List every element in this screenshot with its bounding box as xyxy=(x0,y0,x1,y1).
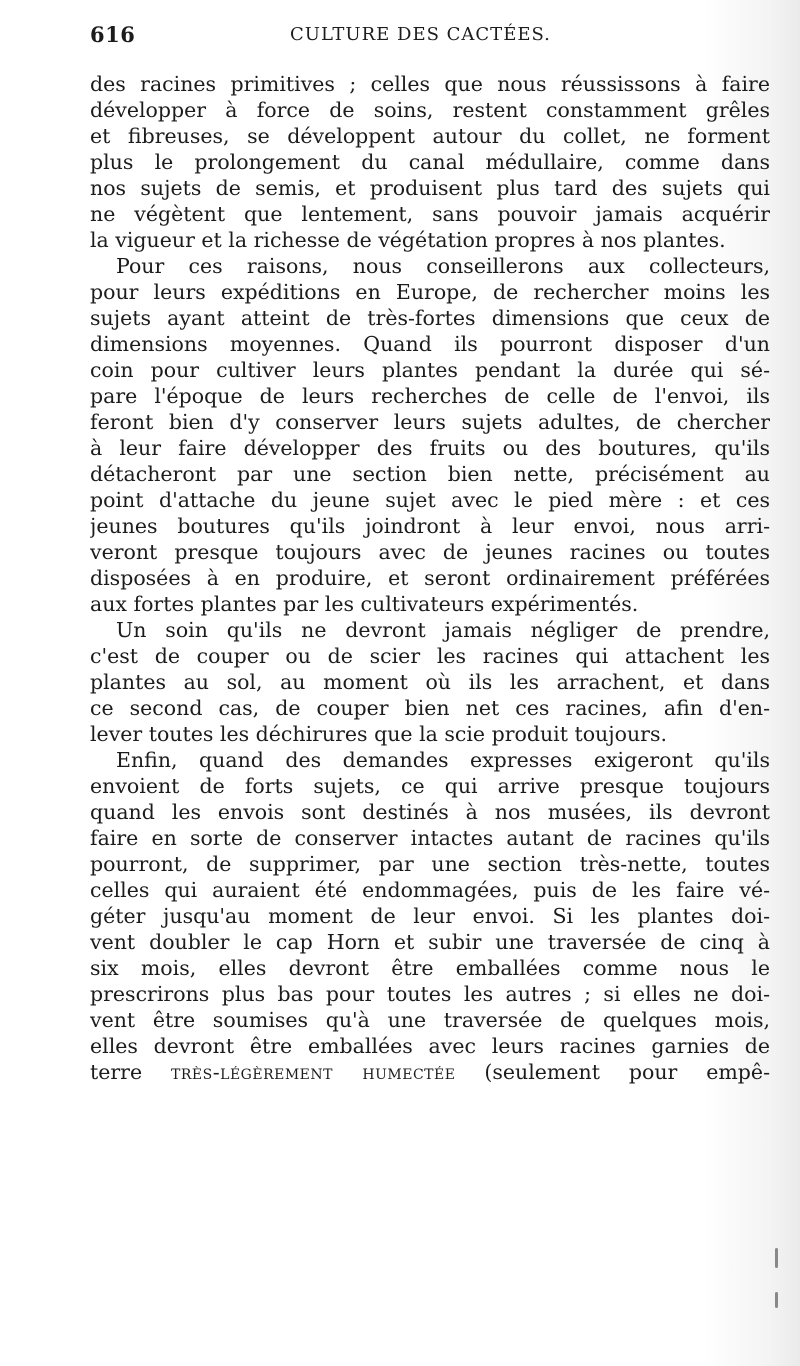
page-header xyxy=(90,22,780,52)
page-edge-mark xyxy=(775,1248,778,1268)
text-line: géter jusqu'au moment de leur envoi. Si les plantes doi- xyxy=(90,904,770,928)
text-line: aux fortes plantes par les cultivateurs expérimentés. xyxy=(90,592,639,616)
text-line: faire en sorte de conserver intactes autant de racines qu'ils xyxy=(90,826,770,850)
text-line: des racines primitives ; celles que nous réussissons à faire xyxy=(90,72,770,96)
text-line: dimensions moyennes. Quand ils pourront disposer d'un xyxy=(90,332,770,356)
text-line: six mois, elles devront être emballées comme nous le xyxy=(90,956,770,980)
text-line: celles qui auraient été endommagées, puis de les faire vé- xyxy=(90,878,770,902)
running-head: CULTURE DES CACTÉES. xyxy=(290,24,551,45)
text-line: Enfin, quand des demandes expresses exigeront qu'ils xyxy=(116,748,770,772)
text-line: feront bien d'y conserver leurs sujets adultes, de chercher xyxy=(90,410,770,434)
text-line: nos sujets de semis, et produisent plus tard des sujets qui xyxy=(90,176,770,200)
text-line: Un soin qu'ils ne devront jamais négliger de prendre, xyxy=(116,618,770,642)
text-line: jeunes boutures qu'ils joindront à leur envoi, nous arri- xyxy=(90,514,770,538)
final-text-line xyxy=(90,1059,770,1085)
text-line: elles devront être emballées avec leurs racines garnies de xyxy=(90,1034,770,1058)
text-line: pare l'époque de leurs recherches de celle de l'envoi, ils xyxy=(90,384,770,408)
text-line: vent doubler le cap Horn et subir une traversée de cinq à xyxy=(90,930,770,954)
text-line: plus le prolongement du canal médullaire, comme dans xyxy=(90,150,770,174)
text-line: c'est de couper ou de scier les racines qui attachent les xyxy=(90,644,770,668)
text-line: veront presque toujours avec de jeunes racines ou toutes xyxy=(90,540,770,564)
page-edge-mark xyxy=(775,1292,778,1308)
text-line: envoient de forts sujets, ce qui arrive presque toujours xyxy=(90,774,770,798)
text-line: Pour ces raisons, nous conseillerons aux collecteurs, xyxy=(116,254,770,278)
small-caps-phrase: très-légèrement humectée xyxy=(171,1060,456,1084)
final-line-start: terre xyxy=(90,1060,172,1084)
text-line: ne végètent que lentement, sans pouvoir jamais acquérir xyxy=(90,202,770,226)
text-line: coin pour cultiver leurs plantes pendant la durée qui sé- xyxy=(90,358,770,382)
text-line: lever toutes les déchirures que la scie produit toujours. xyxy=(90,722,667,746)
text-line: disposées à en produire, et seront ordinairement préférées xyxy=(90,566,770,590)
text-line: point d'attache du jeune sujet avec le pied mère : et ces xyxy=(90,488,770,512)
final-line-end: (seulement pour empê- xyxy=(455,1060,770,1084)
text-line: vent être soumises qu'à une traversée de quelques mois, xyxy=(90,1008,770,1032)
text-line: plantes au sol, au moment où ils les arrachent, et dans xyxy=(90,670,770,694)
text-line: détacheront par une section bien nette, précisément au xyxy=(90,462,770,486)
text-line: pourront, de supprimer, par une section très-nette, toutes xyxy=(90,852,770,876)
page-number: 616 xyxy=(90,22,136,47)
text-line: pour leurs expéditions en Europe, de rechercher moins les xyxy=(90,280,770,304)
text-line: quand les envois sont destinés à nos musées, ils devront xyxy=(90,800,770,824)
text-line: et fibreuses, se développent autour du collet, ne forment xyxy=(90,124,770,148)
text-line: ce second cas, de couper bien net ces racines, afin d'en- xyxy=(90,696,770,720)
text-line: à leur faire développer des fruits ou des boutures, qu'ils xyxy=(90,436,770,460)
text-line: développer à force de soins, restent constamment grêles xyxy=(90,98,770,122)
text-line: la vigueur et la richesse de végétation propres à nos plantes. xyxy=(90,228,726,252)
text-line: sujets ayant atteint de très-fortes dimensions que ceux de xyxy=(90,306,770,330)
body-text xyxy=(90,71,770,1085)
text-line: prescrirons plus bas pour toutes les autres ; si elles ne doi- xyxy=(90,982,770,1006)
